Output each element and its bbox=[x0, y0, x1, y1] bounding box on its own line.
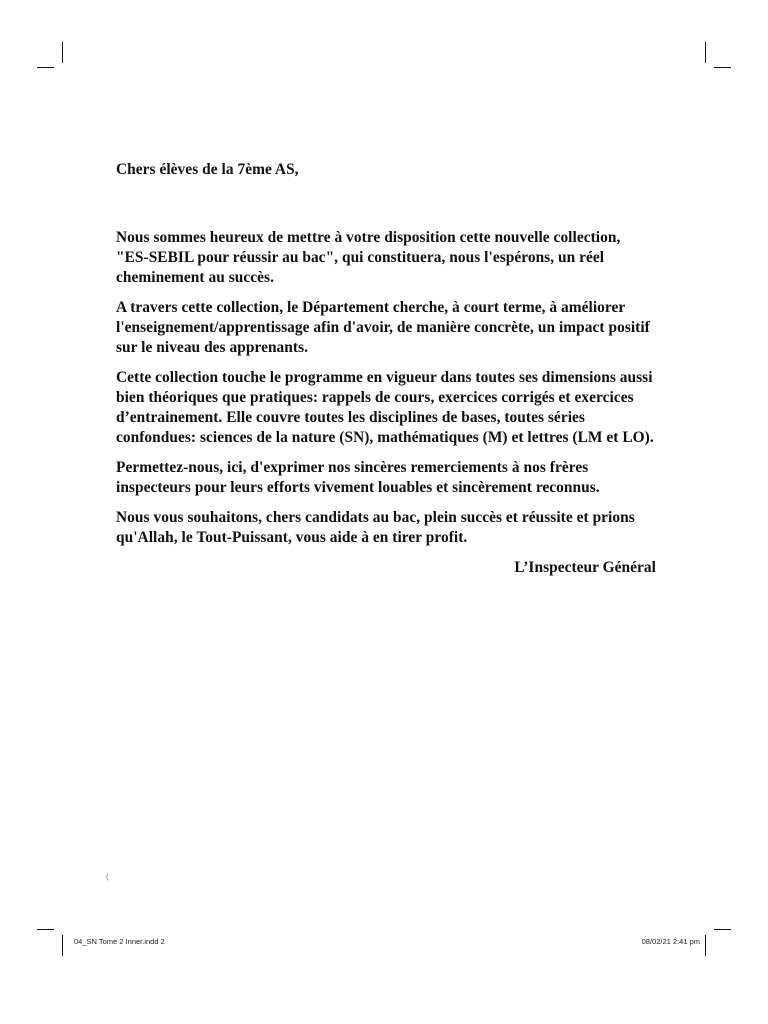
slug-datetime: 08/02/21 2:41 pm bbox=[641, 937, 700, 946]
slug-filename: 04_SN Tome 2 Inner.indd 2 bbox=[74, 937, 165, 946]
crop-mark-top-left-horizontal bbox=[37, 67, 54, 68]
letter-paragraph: Permettez-nous, ici, d'exprimer nos sincères remerciements à nos frères inspecteurs pour leurs efforts vivement louables et sincèrement reconnus. bbox=[116, 459, 600, 496]
letter-signature: L’Inspecteur Général bbox=[514, 559, 656, 576]
stray-mark: ( bbox=[106, 872, 109, 881]
letter-paragraph: Nous vous souhaitons, chers candidats au bac, plein succès et réussite et prions qu'Allah, le Tout-Puissant, vous aide à en tirer profit. bbox=[116, 509, 635, 546]
letter-greeting: Chers élèves de la 7ème AS, bbox=[116, 161, 299, 178]
crop-mark-top-right-vertical bbox=[705, 42, 706, 63]
letter-paragraph: Nous sommes heureux de mettre à votre disposition cette nouvelle collection, "ES-SEBIL pour réussir au bac", qui constituera, nous l'espérons, un réel cheminement au succès. bbox=[116, 229, 621, 286]
crop-mark-bottom-left-vertical bbox=[62, 935, 63, 956]
letter-body bbox=[116, 160, 656, 578]
crop-mark-bottom-right-horizontal bbox=[714, 929, 731, 930]
crop-mark-top-left-vertical bbox=[62, 42, 63, 63]
letter-paragraph: A travers cette collection, le Département cherche, à court terme, à améliorer l'enseignement/apprentissage afin d'avoir, de manière concrète, un impact positif sur le niveau des apprenants. bbox=[116, 299, 650, 356]
crop-mark-bottom-right-vertical bbox=[705, 935, 706, 956]
letter-paragraph: Cette collection touche le programme en vigueur dans toutes ses dimensions aussi bien théoriques que pratiques: rappels de cours, exercices corrigés et exercices d’entrainement. Elle couvre toutes les disciplines de bases, toutes séries confondues: sciences de la nature (SN), mathématiques (M) et lettres (LM et LO). bbox=[116, 369, 654, 446]
crop-mark-top-right-horizontal bbox=[714, 67, 731, 68]
crop-mark-bottom-left-horizontal bbox=[37, 929, 54, 930]
